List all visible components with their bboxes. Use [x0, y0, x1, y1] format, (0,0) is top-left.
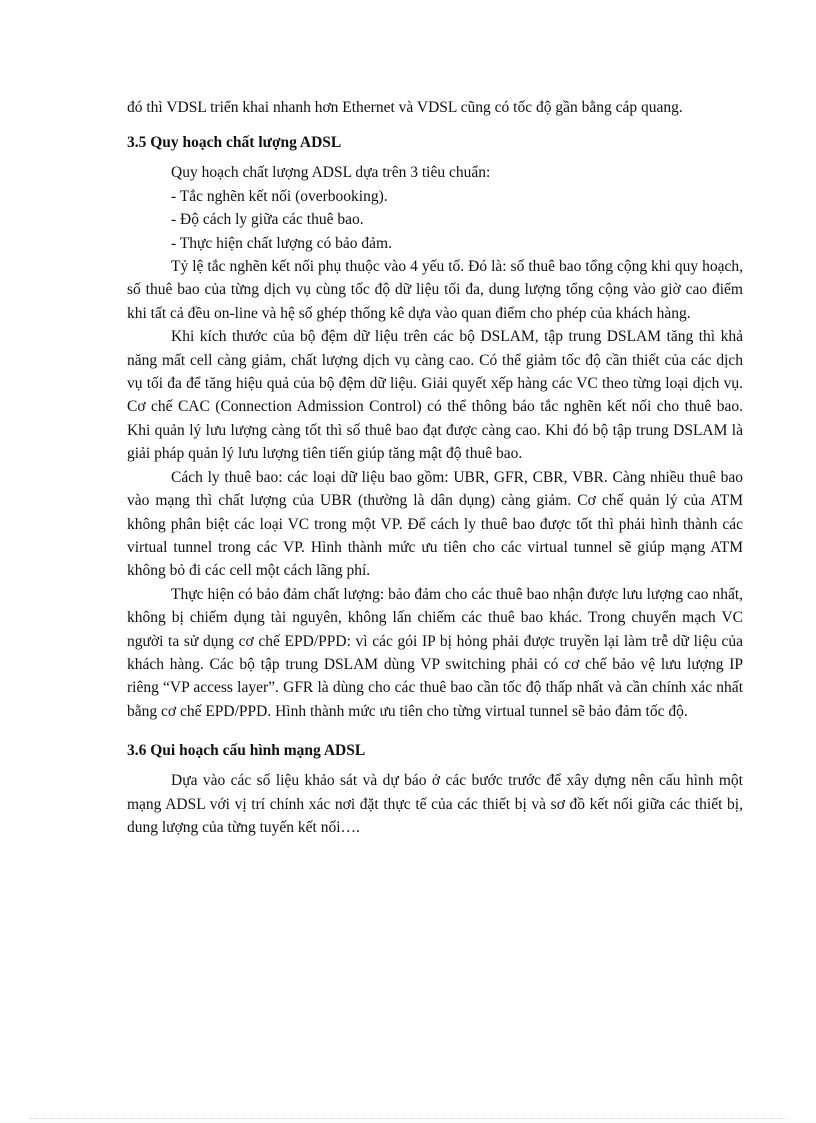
section-heading-3-5: 3.5 Quy hoạch chất lượng ADSL — [127, 134, 342, 152]
section-3-5-lead: Quy hoạch chất lượng ADSL dựa trên 3 tiêu chuẩn: — [171, 164, 491, 182]
body-paragraph: Dựa vào các số liệu khảo sát và dự báo ở các bước trước để xây dựng nên cấu hình một mạng ADSL với vị trí chính xác nơi đặt thực tế của các thiết bị và sơ đồ kết nối giữa các thiết bị, dung lượng của từng tuyến kết nối…. — [127, 772, 743, 836]
page-content — [127, 96, 743, 839]
list-item: - Thực hiện chất lượng có bảo đảm. — [171, 234, 392, 252]
body-paragraph: Cách ly thuê bao: các loại dữ liệu bao gồm: UBR, GFR, CBR, VBR. Càng nhiều thuê bao vào mạng thì chất lượng của UBR (thường là dân dụng) càng giảm. Cơ chế quản lý của ATM không phân biệt các loại VC trong một VP. Để cách ly thuê bao được tốt thì phải hình thành các virtual tunnel trong các VP. Hình thành mức ưu tiên cho các virtual tunnel sẽ giúp mạng ATM không bỏ đi các cell một cách lãng phí. — [127, 468, 743, 580]
list-item: - Tắc nghẽn kết nối (overbooking). — [171, 187, 388, 205]
body-paragraph: Tỷ lệ tắc nghẽn kết nối phụ thuộc vào 4 yếu tố. Đó là: số thuê bao tổng cộng khi quy hoạch, số thuê bao của từng dịch vụ cùng tốc độ dữ liệu tối đa, dung lượng tổng cộng vào giờ cao điểm khi tất cả đều on-line và hệ số ghép thống kê dựa vào quan điểm cho phép của khách hàng. — [127, 258, 743, 322]
body-paragraph: Khi kích thước của bộ đệm dữ liệu trên các bộ DSLAM, tập trung DSLAM tăng thì khả năng mất cell càng giảm, chất lượng dịch vụ càng cao. Có thể giảm tốc độ cần thiết của các dịch vụ tối đa để tăng hiệu quả của bộ đệm dữ liệu. Giải quyết xếp hàng các VC theo từng loại dịch vụ. Cơ chế CAC (Connection Admission Control) có thể thông báo tắc nghẽn kết nối cho thuê bao. Khi quản lý lưu lượng càng tốt thì số thuê bao đạt được càng cao. Khi đó bộ tập trung DSLAM là giải pháp quản lý lưu lượng tiên tiến giúp tăng mật độ thuê bao. — [127, 328, 743, 463]
spacer — [127, 723, 743, 739]
body-paragraph: Thực hiện có bảo đảm chất lượng: bảo đảm cho các thuê bao nhận được lưu lượng cao nhất, không bị chiếm dụng tài nguyên, không lấn chiếm các thuê bao khác. Trong chuyển mạch VC người ta sử dụng cơ chế EPD/PPD: vì các gói IP bị hỏng phải được truyền lại làm trễ dữ liệu của khách hàng. Các bộ tập trung DSLAM dùng VP switching phải có cơ chế bảo vệ lưu lượng IP riêng “VP access layer”. GFR là dùng cho các thuê bao cần tốc độ thấp nhất và cần chính xác nhất bằng cơ chế EPD/PPD. Hình thành mức ưu tiên cho từng virtual tunnel sẽ bảo đảm tốc độ. — [127, 585, 743, 720]
spacer — [127, 119, 743, 131]
list-item: - Độ cách ly giữa các thuê bao. — [171, 211, 364, 229]
intro-paragraph: đó thì VDSL triển khai nhanh hơn Ethernet và VDSL cũng có tốc độ gần bằng cáp quang. — [127, 99, 683, 116]
footer-divider — [30, 1118, 786, 1119]
section-heading-3-6: 3.6 Qui hoạch cấu hình mạng ADSL — [127, 742, 366, 760]
